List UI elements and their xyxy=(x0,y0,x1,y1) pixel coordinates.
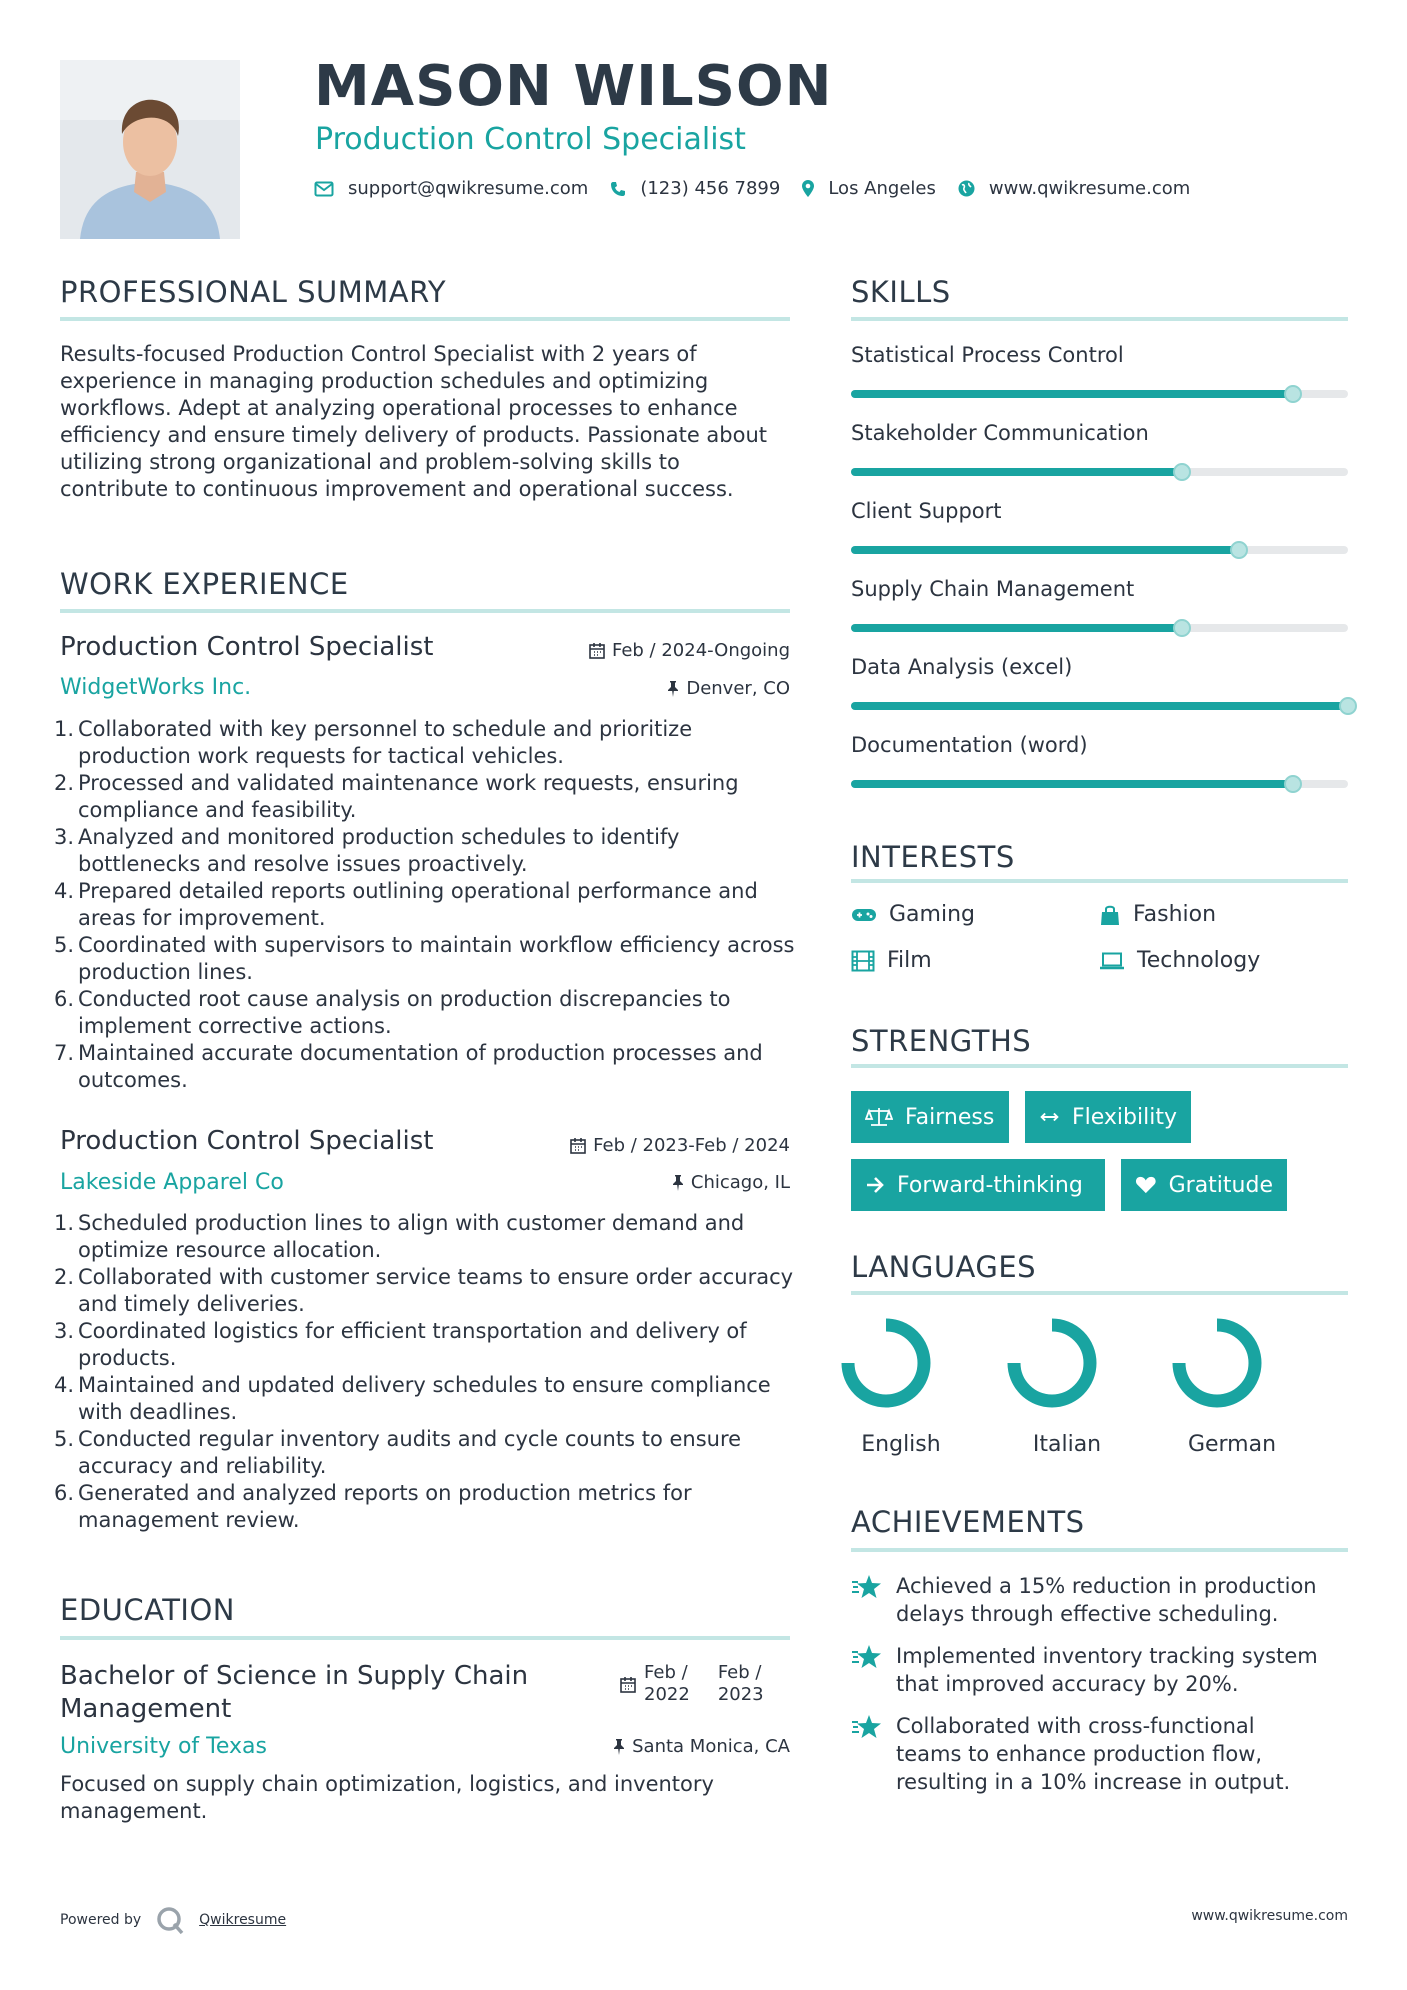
education-location xyxy=(613,1736,790,1757)
footer-powered xyxy=(60,1905,286,1935)
interest-label: Technology xyxy=(1137,948,1261,973)
skill-name: Statistical Process Control xyxy=(851,343,1124,367)
skill-fill xyxy=(851,624,1182,632)
star-icon xyxy=(851,1574,883,1600)
skill-bar xyxy=(851,546,1348,554)
skill-knob xyxy=(1284,775,1302,793)
skill-bar xyxy=(851,468,1348,476)
language-arc xyxy=(1014,1325,1090,1401)
job-bullets xyxy=(54,1210,795,1534)
list-item: 6. Generated and analyzed reports on production metrics for management review. xyxy=(54,1481,692,1532)
arrows-horizontal-icon xyxy=(1039,1111,1060,1123)
strength-chip xyxy=(1121,1159,1287,1211)
contact-bar xyxy=(314,178,1212,199)
skill-fill xyxy=(851,702,1348,710)
interest-label: Fashion xyxy=(1133,902,1217,927)
language-ring xyxy=(1007,1318,1127,1418)
skill-bar xyxy=(851,390,1348,398)
contact-location: Los Angeles xyxy=(828,178,936,199)
experience-rule xyxy=(60,609,790,613)
star-icon xyxy=(851,1714,883,1740)
languages-heading: LANGUAGES xyxy=(851,1250,1037,1284)
strength-label: Forward-thinking xyxy=(897,1172,1083,1198)
achievement-line: Implemented inventory tracking system xyxy=(896,1644,1318,1668)
education-heading: EDUCATION xyxy=(60,1593,236,1627)
globe-icon xyxy=(958,180,975,197)
person-photo-icon xyxy=(60,60,240,239)
summary-rule xyxy=(60,317,790,321)
skill-knob xyxy=(1173,619,1191,637)
list-item: 2. Processed and validated maintenance work requests, ensuring compliance and feasibility. xyxy=(54,771,739,822)
school-name: University of Texas xyxy=(60,1734,267,1759)
strength-chip xyxy=(851,1091,1009,1143)
contact-phone[interactable]: (123) 456 7899 xyxy=(640,178,781,199)
envelope-icon xyxy=(314,181,334,197)
list-item: 7. Maintained accurate documentation of production processes and outcomes. xyxy=(54,1041,763,1092)
list-item: 3. Analyzed and monitored production schedules to identify bottlenecks and resolve issues proactively. xyxy=(54,825,680,876)
interest-label: Film xyxy=(887,948,932,973)
list-item: 5. Conducted regular inventory audits and cycle counts to ensure accuracy and reliability. xyxy=(54,1427,742,1478)
skill-name: Supply Chain Management xyxy=(851,577,1135,601)
language-label: Italian xyxy=(1032,1432,1102,1457)
skill-fill xyxy=(851,546,1239,554)
contact-email[interactable]: support@qwikresume.com xyxy=(348,178,589,199)
language-ring xyxy=(1172,1318,1292,1418)
pushpin-icon xyxy=(672,1174,684,1191)
candidate-name: MASON WILSON xyxy=(314,54,833,119)
interest-item xyxy=(851,948,932,973)
skill-bar xyxy=(851,702,1348,710)
education-rule xyxy=(60,1636,790,1640)
job-location-text: Chicago, IL xyxy=(690,1172,790,1193)
skill-knob xyxy=(1339,697,1357,715)
shopping-bag-icon xyxy=(1099,904,1121,926)
skill-name: Documentation (word) xyxy=(851,733,1088,757)
list-item: 3. Coordinated logistics for efficient transportation and delivery of products. xyxy=(54,1319,747,1370)
phone-icon xyxy=(610,181,626,197)
powered-by-text: Powered by xyxy=(60,1912,142,1928)
strengths-heading: STRENGTHS xyxy=(851,1024,1032,1058)
list-item: 6. Conducted root cause analysis on production discrepancies to implement corrective actions. xyxy=(54,987,731,1038)
brand-link[interactable]: Qwikresume xyxy=(199,1912,287,1928)
list-item: 5. Coordinated with supervisors to maintain workflow efficiency across production lines. xyxy=(54,933,795,984)
interest-item xyxy=(1099,948,1260,973)
arrow-right-icon xyxy=(865,1176,885,1194)
experience-heading: WORK EXPERIENCE xyxy=(60,567,349,601)
strengths-rule xyxy=(851,1064,1348,1068)
skill-name: Client Support xyxy=(851,499,1002,523)
calendar-icon xyxy=(589,642,605,659)
heart-icon xyxy=(1135,1175,1157,1195)
skill-knob xyxy=(1284,385,1302,403)
job-bullets xyxy=(54,716,795,1094)
interests-heading: INTERESTS xyxy=(851,840,1015,874)
achievements-heading: ACHIEVEMENTS xyxy=(851,1505,1085,1539)
strength-label: Gratitude xyxy=(1168,1172,1273,1198)
language-item xyxy=(841,1318,961,1457)
profile-photo xyxy=(60,60,240,239)
footer-url[interactable]: www.qwikresume.com xyxy=(1191,1908,1348,1924)
list-item: 4. Maintained and updated delivery schedules to ensure compliance with deadlines. xyxy=(54,1373,771,1424)
achievement-line: delays through effective scheduling. xyxy=(896,1602,1279,1626)
job-location-text: Denver, CO xyxy=(686,678,790,699)
job-location xyxy=(667,678,790,699)
achievement-line: Achieved a 15% reduction in production xyxy=(896,1574,1317,1598)
language-arc xyxy=(1179,1325,1255,1401)
map-pin-icon xyxy=(802,180,814,197)
summary-text: Results-focused Production Control Specialist with 2 years of experience in managing production schedules and optimizing workflows. Adept at analyzing operational processes to enhance efficiency and ensure timely delivery of products. Passionate about utilizing strong organizational and problem-solving skills to contribute to continuous improvement and operational success. xyxy=(60,342,768,501)
languages-rule xyxy=(851,1291,1348,1295)
skill-fill xyxy=(851,390,1293,398)
gamepad-icon xyxy=(851,907,877,923)
education-description: Focused on supply chain optimization, logistics, and inventory management. xyxy=(60,1772,714,1823)
job-dates-text: Feb / 2024-Ongoing xyxy=(611,640,790,661)
calendar-icon xyxy=(620,1676,636,1693)
achievement-line: that improved accuracy by 20%. xyxy=(896,1672,1239,1696)
degree: Bachelor of Science in Supply Chain Management xyxy=(60,1661,529,1724)
language-item xyxy=(1007,1318,1127,1457)
language-item xyxy=(1172,1318,1292,1457)
job-dates xyxy=(570,1135,790,1156)
interests-rule xyxy=(851,879,1348,883)
list-item: 2. Collaborated with customer service teams to ensure order accuracy and timely deliveries. xyxy=(54,1265,794,1316)
list-item: 4. Prepared detailed reports outlining operational performance and areas for improvement. xyxy=(54,879,758,930)
achievement-line: Collaborated with cross-functional xyxy=(896,1714,1255,1738)
skill-fill xyxy=(851,780,1293,788)
job-title: Production Control Specialist xyxy=(60,632,434,662)
skill-bar xyxy=(851,780,1348,788)
achievements-rule xyxy=(851,1548,1348,1552)
strength-label: Flexibility xyxy=(1072,1104,1177,1130)
strength-label: Fairness xyxy=(905,1104,995,1130)
language-label: English xyxy=(861,1432,941,1457)
film-icon xyxy=(851,950,875,972)
job-location xyxy=(672,1172,790,1193)
candidate-title: Production Control Specialist xyxy=(315,122,746,157)
skill-name: Data Analysis (excel) xyxy=(851,655,1073,679)
interest-label: Gaming xyxy=(889,902,975,927)
job-dates-text: Feb / 2023-Feb / 2024 xyxy=(593,1135,790,1156)
achievement-line: teams to enhance production flow, xyxy=(896,1742,1263,1766)
language-arc xyxy=(848,1325,924,1401)
job-title: Production Control Specialist xyxy=(60,1126,434,1156)
summary-heading: PROFESSIONAL SUMMARY xyxy=(60,275,447,309)
interest-item xyxy=(851,902,975,927)
balance-scale-icon xyxy=(865,1107,893,1127)
education-dates: Feb / 2022 Feb / 2023 xyxy=(620,1662,764,1706)
skill-name: Stakeholder Communication xyxy=(851,421,1149,445)
achievement-line: resulting in a 10% increase in output. xyxy=(896,1770,1291,1794)
job-dates xyxy=(589,640,790,661)
job-company: Lakeside Apparel Co xyxy=(60,1170,284,1195)
skill-fill xyxy=(851,468,1182,476)
contact-website[interactable]: www.qwikresume.com xyxy=(988,178,1191,199)
language-ring xyxy=(841,1318,961,1418)
laptop-icon xyxy=(1099,952,1125,970)
skill-knob xyxy=(1173,463,1191,481)
pushpin-icon xyxy=(613,1738,625,1755)
pushpin-icon xyxy=(667,680,679,697)
list-item: 1. Collaborated with key personnel to schedule and prioritize production work requests for tactical vehicles. xyxy=(54,717,693,768)
strength-chip xyxy=(1025,1091,1191,1143)
calendar-icon xyxy=(570,1137,586,1154)
strength-chip xyxy=(851,1159,1105,1211)
skill-bar xyxy=(851,624,1348,632)
list-item: 1. Scheduled production lines to align with customer demand and optimize resource allocation. xyxy=(54,1211,745,1262)
education-location-text: Santa Monica, CA xyxy=(632,1736,790,1757)
job-company: WidgetWorks Inc. xyxy=(60,675,252,700)
skill-knob xyxy=(1230,541,1248,559)
language-label: German xyxy=(1187,1432,1277,1457)
star-icon xyxy=(851,1644,883,1670)
skills-rule xyxy=(851,317,1348,321)
skills-heading: SKILLS xyxy=(851,275,951,309)
qwikresume-logo-icon xyxy=(155,1905,185,1935)
interest-item xyxy=(1099,902,1216,927)
